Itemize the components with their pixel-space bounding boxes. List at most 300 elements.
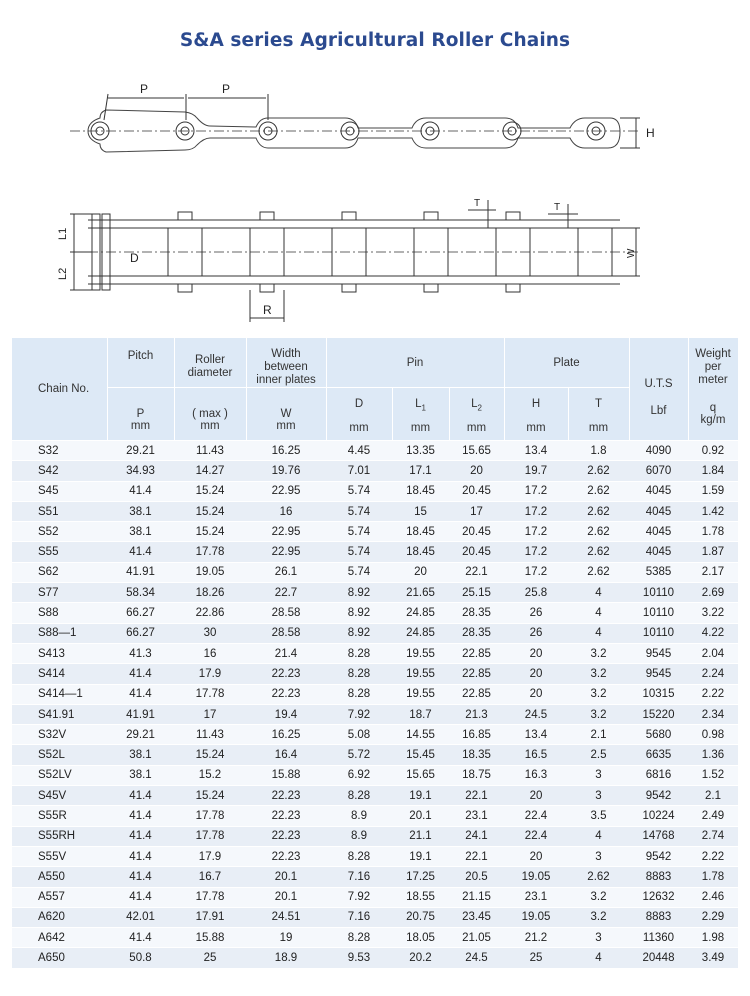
cell-uts: 9545 xyxy=(629,643,688,663)
cell-pitch: 41.4 xyxy=(107,846,174,866)
col-pitch-sub xyxy=(107,388,174,441)
cell-uts: 10224 xyxy=(629,806,688,826)
cell-pin-d: 5.74 xyxy=(326,542,392,562)
col-pin-d: D xyxy=(354,398,364,410)
cell-pin-l2: 18.75 xyxy=(449,765,504,785)
cell-plate-h: 23.1 xyxy=(504,887,568,907)
cell-roller-diameter: 16 xyxy=(174,643,246,663)
cell-pin-l1: 18.05 xyxy=(392,928,449,948)
label-h: H xyxy=(646,126,655,140)
cell-pitch: 41.4 xyxy=(107,786,174,806)
cell-chain-no: S32V xyxy=(12,725,107,745)
cell-pin-d: 5.08 xyxy=(326,725,392,745)
label-w: W xyxy=(626,248,637,258)
cell-plate-h: 13.4 xyxy=(504,441,568,461)
cell-uts: 20448 xyxy=(629,948,688,968)
cell-pin-d: 5.74 xyxy=(326,501,392,521)
label-l1: L1 xyxy=(57,227,69,240)
cell-plate-t: 3.2 xyxy=(568,887,629,907)
cell-plate-t: 4 xyxy=(568,623,629,643)
table-row xyxy=(12,684,738,704)
cell-pin-l2: 23.45 xyxy=(449,907,504,927)
col-roller-sym: ( max ) xyxy=(192,408,228,420)
cell-pin-d: 7.16 xyxy=(326,907,392,927)
cell-inner-width: 20.1 xyxy=(246,867,326,887)
cell-pin-l1: 20.2 xyxy=(392,948,449,968)
cell-pin-l1: 15 xyxy=(392,501,449,521)
cell-uts: 6635 xyxy=(629,745,688,765)
cell-pitch: 58.34 xyxy=(107,583,174,603)
col-weight-sym: q xyxy=(709,402,717,414)
cell-plate-t: 2.5 xyxy=(568,745,629,765)
cell-chain-no: S41.91 xyxy=(12,704,107,724)
cell-pin-l1: 15.65 xyxy=(392,765,449,785)
table-row xyxy=(12,826,738,846)
col-plate-t: T xyxy=(594,398,603,410)
cell-pitch: 34.93 xyxy=(107,461,174,481)
col-pitch-header xyxy=(107,338,174,388)
cell-pin-l2: 20.45 xyxy=(449,542,504,562)
label-l2: L2 xyxy=(57,267,69,280)
cell-pin-l1: 24.85 xyxy=(392,603,449,623)
table-row xyxy=(12,806,738,826)
cell-uts: 6070 xyxy=(629,461,688,481)
cell-pitch: 41.4 xyxy=(107,806,174,826)
cell-pitch: 41.4 xyxy=(107,664,174,684)
plan-view xyxy=(70,200,640,322)
cell-roller-diameter: 17.78 xyxy=(174,806,246,826)
cell-inner-width: 22.23 xyxy=(246,684,326,704)
cell-chain-no: A620 xyxy=(12,907,107,927)
cell-pin-d: 8.9 xyxy=(326,806,392,826)
cell-inner-width: 16.25 xyxy=(246,441,326,461)
cell-pitch: 41.4 xyxy=(107,542,174,562)
cell-weight: 1.98 xyxy=(688,928,738,948)
cell-pin-d: 8.28 xyxy=(326,643,392,663)
cell-pin-l1: 19.55 xyxy=(392,643,449,663)
cell-inner-width: 16 xyxy=(246,501,326,521)
cell-plate-t: 4 xyxy=(568,583,629,603)
cell-plate-t: 2.62 xyxy=(568,867,629,887)
cell-chain-no: A550 xyxy=(12,867,107,887)
cell-chain-no: S52 xyxy=(12,522,107,542)
cell-pin-d: 5.72 xyxy=(326,745,392,765)
cell-weight: 1.78 xyxy=(688,867,738,887)
cell-inner-width: 26.1 xyxy=(246,562,326,582)
cell-inner-width: 22.23 xyxy=(246,826,326,846)
table-row xyxy=(12,907,738,927)
cell-plate-t: 1.8 xyxy=(568,441,629,461)
col-width-sub xyxy=(246,388,326,441)
cell-plate-t: 2.62 xyxy=(568,522,629,542)
table-row xyxy=(12,846,738,866)
table-row xyxy=(12,542,738,562)
cell-pin-d: 5.74 xyxy=(326,481,392,501)
cell-plate-h: 20 xyxy=(504,786,568,806)
cell-roller-diameter: 15.88 xyxy=(174,928,246,948)
cell-inner-width: 19.4 xyxy=(246,704,326,724)
cell-plate-t: 3.2 xyxy=(568,684,629,704)
cell-pin-l1: 19.1 xyxy=(392,846,449,866)
cell-plate-t: 3 xyxy=(568,928,629,948)
col-uts-unit: Lbf xyxy=(650,405,667,417)
cell-plate-h: 20 xyxy=(504,684,568,704)
cell-plate-t: 3 xyxy=(568,765,629,785)
cell-roller-diameter: 16.7 xyxy=(174,867,246,887)
table-row xyxy=(12,704,738,724)
table-row xyxy=(12,928,738,948)
table-row xyxy=(12,583,738,603)
cell-roller-diameter: 22.86 xyxy=(174,603,246,623)
cell-chain-no: S62 xyxy=(12,562,107,582)
cell-inner-width: 22.95 xyxy=(246,522,326,542)
label-p2: P xyxy=(222,82,231,96)
cell-chain-no: S32 xyxy=(12,441,107,461)
cell-plate-t: 3.2 xyxy=(568,664,629,684)
cell-pin-l1: 14.55 xyxy=(392,725,449,745)
cell-chain-no: S414 xyxy=(12,664,107,684)
cell-pin-d: 8.28 xyxy=(326,684,392,704)
cell-uts: 9542 xyxy=(629,846,688,866)
cell-pin-l1: 18.45 xyxy=(392,542,449,562)
cell-pin-d: 5.74 xyxy=(326,522,392,542)
cell-plate-h: 21.2 xyxy=(504,928,568,948)
table-row xyxy=(12,664,738,684)
cell-chain-no: S42 xyxy=(12,461,107,481)
table-row xyxy=(12,603,738,623)
cell-weight: 2.04 xyxy=(688,643,738,663)
cell-weight: 1.87 xyxy=(688,542,738,562)
table-row xyxy=(12,745,738,765)
cell-pin-l2: 21.05 xyxy=(449,928,504,948)
col-pitch: Pitch xyxy=(127,350,154,362)
cell-weight: 1.84 xyxy=(688,461,738,481)
cell-chain-no: A557 xyxy=(12,887,107,907)
cell-pin-d: 9.53 xyxy=(326,948,392,968)
cell-roller-diameter: 15.24 xyxy=(174,522,246,542)
cell-pin-l2: 25.15 xyxy=(449,583,504,603)
cell-plate-h: 26 xyxy=(504,603,568,623)
col-width-unit: mm xyxy=(276,420,296,432)
cell-inner-width: 22.23 xyxy=(246,806,326,826)
cell-weight: 1.52 xyxy=(688,765,738,785)
cell-plate-h: 17.2 xyxy=(504,501,568,521)
cell-roller-diameter: 15.24 xyxy=(174,501,246,521)
cell-weight: 2.17 xyxy=(688,562,738,582)
col-pin-l2-label xyxy=(450,388,504,412)
cell-chain-no: S413 xyxy=(12,643,107,663)
cell-pin-d: 8.9 xyxy=(326,826,392,846)
col-pin-d-unit: mm xyxy=(349,422,369,434)
col-weight-header xyxy=(688,338,738,441)
label-t2: T xyxy=(554,202,561,213)
cell-pitch: 41.91 xyxy=(107,704,174,724)
cell-pin-l1: 24.85 xyxy=(392,623,449,643)
cell-plate-h: 19.05 xyxy=(504,867,568,887)
cell-pitch: 41.3 xyxy=(107,643,174,663)
cell-uts: 5680 xyxy=(629,725,688,745)
col-pin: Pin xyxy=(326,338,504,388)
cell-inner-width: 18.9 xyxy=(246,948,326,968)
cell-roller-diameter: 17 xyxy=(174,704,246,724)
cell-chain-no: S88—1 xyxy=(12,623,107,643)
cell-pitch: 29.21 xyxy=(107,725,174,745)
cell-inner-width: 22.23 xyxy=(246,786,326,806)
cell-pin-l2: 16.85 xyxy=(449,725,504,745)
col-pin-l1-sub xyxy=(392,388,449,441)
col-plate-h-unit: mm xyxy=(526,422,546,434)
cell-chain-no: S52L xyxy=(12,745,107,765)
cell-inner-width: 22.7 xyxy=(246,583,326,603)
cell-pin-l2: 21.15 xyxy=(449,887,504,907)
cell-plate-h: 20 xyxy=(504,664,568,684)
cell-roller-diameter: 11.43 xyxy=(174,725,246,745)
table-row xyxy=(12,643,738,663)
cell-pin-d: 8.92 xyxy=(326,603,392,623)
cell-pin-l1: 20.1 xyxy=(392,806,449,826)
cell-plate-t: 3.2 xyxy=(568,704,629,724)
cell-plate-h: 13.4 xyxy=(504,725,568,745)
cell-weight: 1.42 xyxy=(688,501,738,521)
cell-roller-diameter: 17.78 xyxy=(174,542,246,562)
table-row xyxy=(12,623,738,643)
cell-pin-l1: 20 xyxy=(392,562,449,582)
cell-roller-diameter: 17.78 xyxy=(174,826,246,846)
cell-pitch: 41.4 xyxy=(107,826,174,846)
cell-chain-no: S77 xyxy=(12,583,107,603)
cell-pin-d: 7.01 xyxy=(326,461,392,481)
cell-plate-h: 25.8 xyxy=(504,583,568,603)
cell-chain-no: S45V xyxy=(12,786,107,806)
cell-inner-width: 22.95 xyxy=(246,542,326,562)
cell-plate-t: 2.62 xyxy=(568,461,629,481)
cell-weight: 2.29 xyxy=(688,907,738,927)
cell-plate-t: 3.2 xyxy=(568,643,629,663)
cell-roller-diameter: 25 xyxy=(174,948,246,968)
table-row xyxy=(12,441,738,461)
cell-pin-l1: 20.75 xyxy=(392,907,449,927)
cell-pin-l1: 15.45 xyxy=(392,745,449,765)
cell-pin-d: 7.92 xyxy=(326,887,392,907)
cell-roller-diameter: 17.9 xyxy=(174,664,246,684)
cell-pin-l2: 20.45 xyxy=(449,522,504,542)
cell-plate-t: 2.62 xyxy=(568,501,629,521)
cell-inner-width: 19.76 xyxy=(246,461,326,481)
cell-uts: 11360 xyxy=(629,928,688,948)
cell-pin-l1: 21.65 xyxy=(392,583,449,603)
page-title: S&A series Agricultural Roller Chains xyxy=(179,30,571,51)
cell-pin-l2: 22.1 xyxy=(449,846,504,866)
cell-pin-l1: 18.45 xyxy=(392,481,449,501)
cell-pitch: 41.91 xyxy=(107,562,174,582)
col-roller-header xyxy=(174,338,246,388)
cell-pin-l1: 13.35 xyxy=(392,441,449,461)
cell-uts: 10315 xyxy=(629,684,688,704)
spec-table xyxy=(12,338,739,969)
cell-plate-h: 19.05 xyxy=(504,907,568,927)
cell-weight: 1.78 xyxy=(688,522,738,542)
cell-plate-h: 26 xyxy=(504,623,568,643)
cell-uts: 15220 xyxy=(629,704,688,724)
cell-chain-no: S55V xyxy=(12,846,107,866)
cell-inner-width: 16.25 xyxy=(246,725,326,745)
cell-pin-l2: 20.45 xyxy=(449,481,504,501)
cell-roller-diameter: 17.78 xyxy=(174,684,246,704)
col-plate-h-sub xyxy=(504,388,568,441)
cell-pitch: 50.8 xyxy=(107,948,174,968)
cell-plate-t: 4 xyxy=(568,826,629,846)
table-row xyxy=(12,887,738,907)
table-row xyxy=(12,481,738,501)
cell-roller-diameter: 17.9 xyxy=(174,846,246,866)
col-pin-l2-sub: 2 xyxy=(477,403,482,413)
cell-plate-h: 17.2 xyxy=(504,542,568,562)
cell-chain-no: S52LV xyxy=(12,765,107,785)
cell-weight: 2.69 xyxy=(688,583,738,603)
cell-weight: 1.36 xyxy=(688,745,738,765)
cell-uts: 9542 xyxy=(629,786,688,806)
col-plate-h: H xyxy=(531,398,541,410)
cell-plate-h: 22.4 xyxy=(504,826,568,846)
col-weight-unit: kg/m xyxy=(700,414,726,426)
cell-pin-l1: 19.55 xyxy=(392,664,449,684)
cell-weight: 4.22 xyxy=(688,623,738,643)
cell-pin-l2: 22.1 xyxy=(449,786,504,806)
col-pitch-sym: P xyxy=(136,408,145,420)
cell-uts: 12632 xyxy=(629,887,688,907)
cell-uts: 4045 xyxy=(629,501,688,521)
cell-chain-no: A650 xyxy=(12,948,107,968)
cell-pin-l1: 19.55 xyxy=(392,684,449,704)
cell-roller-diameter: 11.43 xyxy=(174,441,246,461)
table-row xyxy=(12,765,738,785)
cell-pin-l2: 24.1 xyxy=(449,826,504,846)
cell-plate-h: 24.5 xyxy=(504,704,568,724)
cell-plate-t: 4 xyxy=(568,948,629,968)
cell-inner-width: 19 xyxy=(246,928,326,948)
cell-inner-width: 22.23 xyxy=(246,846,326,866)
cell-pin-l1: 17.1 xyxy=(392,461,449,481)
cell-plate-t: 2.62 xyxy=(568,481,629,501)
cell-uts: 5385 xyxy=(629,562,688,582)
cell-pitch: 38.1 xyxy=(107,522,174,542)
cell-plate-t: 3 xyxy=(568,846,629,866)
cell-plate-t: 2.1 xyxy=(568,725,629,745)
cell-inner-width: 16.4 xyxy=(246,745,326,765)
cell-pin-l2: 22.85 xyxy=(449,643,504,663)
label-d: D xyxy=(130,251,139,265)
cell-pin-d: 5.74 xyxy=(326,562,392,582)
cell-weight: 2.46 xyxy=(688,887,738,907)
cell-weight: 3.22 xyxy=(688,603,738,623)
col-pin-l2-sub xyxy=(449,388,504,441)
cell-inner-width: 28.58 xyxy=(246,623,326,643)
col-pin-l1: L xyxy=(415,398,422,410)
col-chain-no: Chain No. xyxy=(12,338,107,441)
cell-pin-l1: 17.25 xyxy=(392,867,449,887)
cell-plate-h: 20 xyxy=(504,643,568,663)
col-pin-l1-label xyxy=(393,388,449,412)
cell-plate-h: 19.7 xyxy=(504,461,568,481)
cell-inner-width: 20.1 xyxy=(246,887,326,907)
table-row xyxy=(12,461,738,481)
cell-weight: 2.1 xyxy=(688,786,738,806)
cell-chain-no: S45 xyxy=(12,481,107,501)
cell-uts: 4045 xyxy=(629,481,688,501)
col-pin-l1-sub: 1 xyxy=(421,403,426,413)
col-roller-unit: mm xyxy=(200,420,220,432)
cell-pitch: 41.4 xyxy=(107,684,174,704)
col-pin-l1-unit: mm xyxy=(410,422,431,435)
cell-weight: 2.24 xyxy=(688,664,738,684)
cell-plate-t: 2.62 xyxy=(568,542,629,562)
cell-chain-no: S414—1 xyxy=(12,684,107,704)
spec-table-body xyxy=(12,441,738,969)
cell-plate-h: 22.4 xyxy=(504,806,568,826)
cell-uts: 8883 xyxy=(629,907,688,927)
cell-pin-d: 8.92 xyxy=(326,583,392,603)
cell-roller-diameter: 14.27 xyxy=(174,461,246,481)
cell-roller-diameter: 18.26 xyxy=(174,583,246,603)
cell-plate-h: 17.2 xyxy=(504,562,568,582)
col-pin-l2: L xyxy=(471,398,478,410)
cell-pin-l2: 22.85 xyxy=(449,664,504,684)
col-width: Width between inner plates xyxy=(256,348,316,386)
chain-diagram xyxy=(0,70,750,330)
side-view xyxy=(70,94,640,152)
cell-inner-width: 24.51 xyxy=(246,907,326,927)
cell-roller-diameter: 15.24 xyxy=(174,745,246,765)
col-width-header xyxy=(246,338,326,388)
cell-uts: 9545 xyxy=(629,664,688,684)
cell-uts: 14768 xyxy=(629,826,688,846)
cell-plate-t: 3 xyxy=(568,786,629,806)
cell-plate-t: 3.5 xyxy=(568,806,629,826)
table-row xyxy=(12,562,738,582)
cell-pin-l2: 22.1 xyxy=(449,562,504,582)
col-pitch-unit: mm xyxy=(130,420,151,432)
cell-weight: 3.49 xyxy=(688,948,738,968)
cell-pitch: 41.4 xyxy=(107,481,174,501)
table-row xyxy=(12,948,738,968)
cell-plate-t: 3.2 xyxy=(568,907,629,927)
cell-pin-l1: 18.7 xyxy=(392,704,449,724)
cell-inner-width: 28.58 xyxy=(246,603,326,623)
cell-roller-diameter: 15.24 xyxy=(174,786,246,806)
cell-pitch: 41.4 xyxy=(107,887,174,907)
cell-uts: 10110 xyxy=(629,623,688,643)
cell-plate-h: 16.5 xyxy=(504,745,568,765)
col-roller: Roller diameter xyxy=(187,354,233,379)
cell-chain-no: S55R xyxy=(12,806,107,826)
cell-pin-d: 8.28 xyxy=(326,786,392,806)
col-roller-sub xyxy=(174,388,246,441)
cell-pin-l2: 18.35 xyxy=(449,745,504,765)
cell-pitch: 66.27 xyxy=(107,603,174,623)
cell-plate-h: 20 xyxy=(504,846,568,866)
cell-uts: 8883 xyxy=(629,867,688,887)
cell-uts: 6816 xyxy=(629,765,688,785)
col-weight: Weight per meter xyxy=(695,348,731,386)
cell-pin-l2: 21.3 xyxy=(449,704,504,724)
table-row xyxy=(12,867,738,887)
col-pin-l2-unit: mm xyxy=(466,422,487,435)
cell-inner-width: 22.23 xyxy=(246,664,326,684)
col-pin-d-sub xyxy=(326,388,392,441)
cell-chain-no: S55 xyxy=(12,542,107,562)
cell-pin-l1: 19.1 xyxy=(392,786,449,806)
col-plate-t-unit: mm xyxy=(588,422,609,434)
